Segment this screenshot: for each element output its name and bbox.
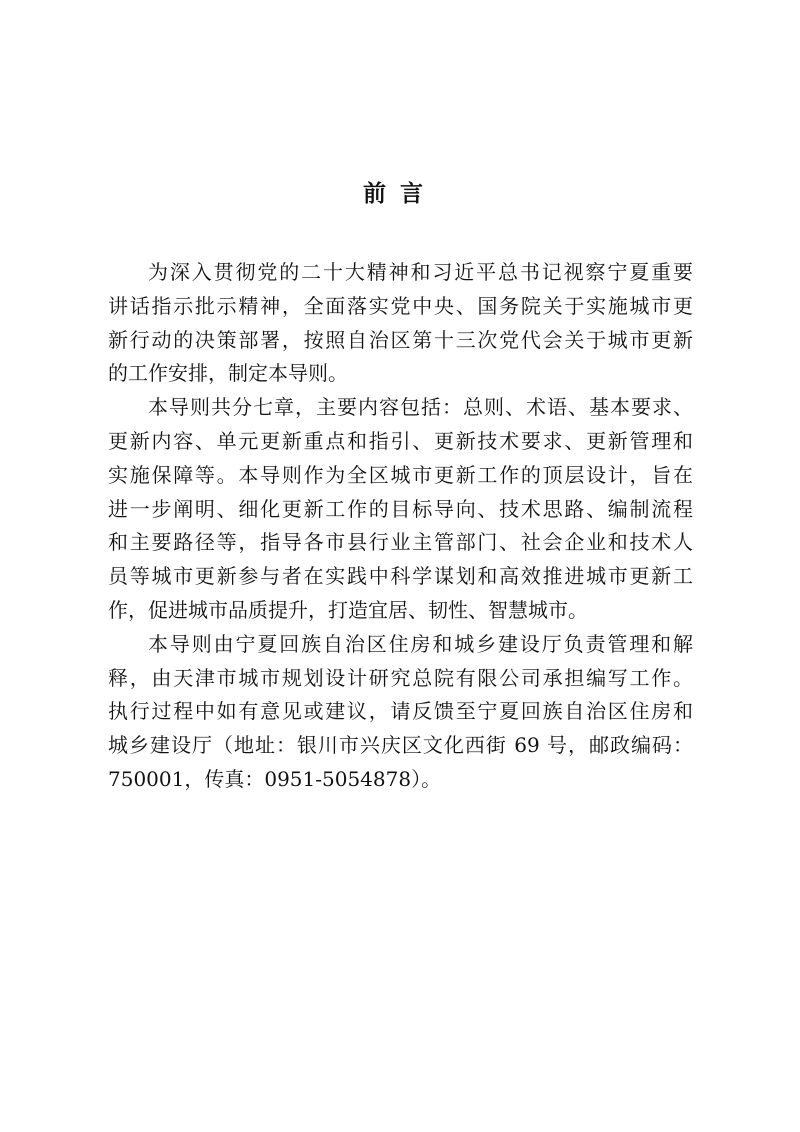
text-line: 和主要路径等，指导各市县行业主管部门、社会企业和技术人 <box>108 530 693 555</box>
text-line: 750001，传真：0951-5054878）。 <box>108 766 442 791</box>
text-line: 的工作安排，制定本导则。 <box>108 361 348 386</box>
text-line: 为深入贯彻党的二十大精神和习近平总书记视察宁夏重要 <box>148 260 693 284</box>
text-line: 城乡建设厅（地址：银川市兴庆区文化西街 69 号，邮政编码： <box>108 733 693 758</box>
text-line: 讲话指示批示精神，全面落实党中央、国务院关于实施城市更 <box>108 293 693 318</box>
text-line: 实施保障等。本导则作为全区城市更新工作的顶层设计，旨在 <box>108 462 693 487</box>
text-line: 进一步阐明、细化更新工作的目标导向、技术思路、编制流程 <box>108 496 693 521</box>
paragraph-2 <box>108 391 693 628</box>
text-line: 释，由天津市城市规划设计研究总院有限公司承担编写工作。 <box>108 665 693 690</box>
body-text <box>108 256 693 797</box>
text-line: 更新内容、单元更新重点和指引、更新技术要求、更新管理和 <box>108 428 693 453</box>
text-line: 新行动的决策部署，按照自治区第十三次党代会关于城市更新 <box>108 327 693 352</box>
text-line: 本导则共分七章，主要内容包括：总则、术语、基本要求、 <box>148 395 693 420</box>
text-line: 本导则由宁夏回族自治区住房和城乡建设厅负责管理和解 <box>148 631 693 656</box>
text-line: 作，促进城市品质提升，打造宜居、韧性、智慧城市。 <box>108 597 588 622</box>
text-line: 执行过程中如有意见或建议，请反馈至宁夏回族自治区住房和 <box>108 699 693 724</box>
paragraph-3 <box>108 628 693 797</box>
page-title: 前言 <box>363 180 437 207</box>
text-line: 员等城市更新参与者在实践中科学谋划和高效推进城市更新工 <box>108 564 693 589</box>
paragraph-1 <box>108 256 693 391</box>
